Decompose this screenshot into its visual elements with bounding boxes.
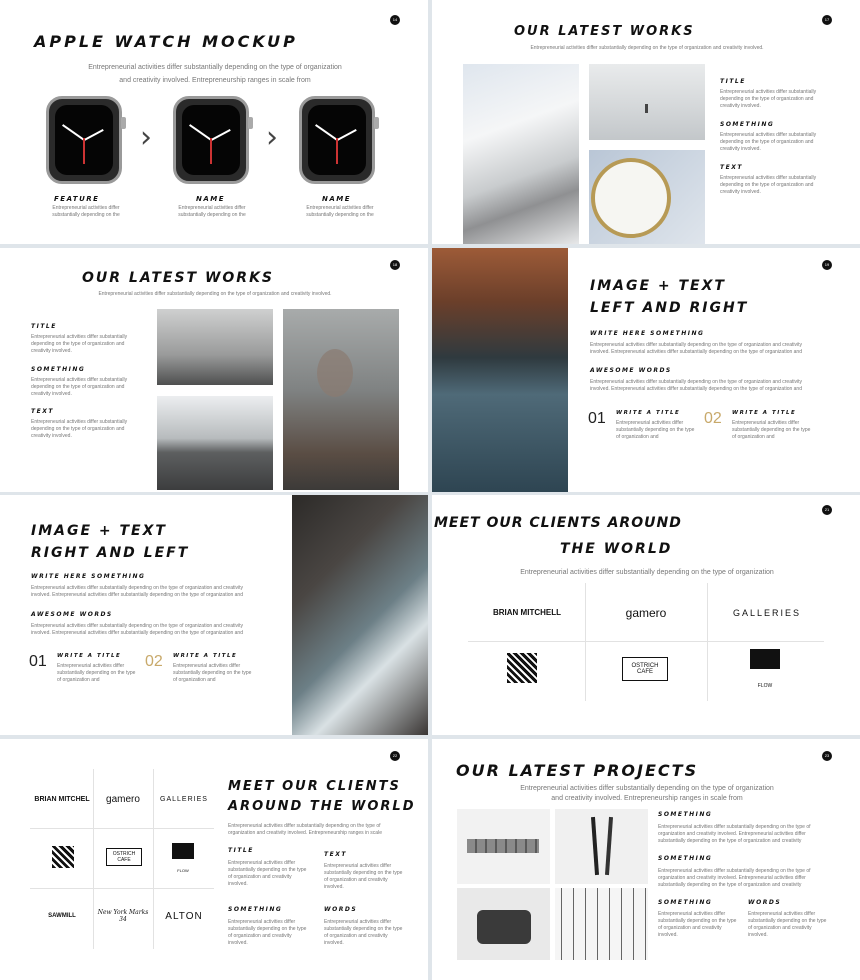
slide-number: 17 xyxy=(822,15,832,25)
section-label: AWESOME WORDS xyxy=(590,367,672,374)
item-label: TEXT xyxy=(720,164,743,171)
item-text: Entrepreneurial activities differ substantially depending on the type of organization and creativity involved. xyxy=(31,419,128,439)
photo-tools-flatlay xyxy=(555,888,648,960)
client-logo-pattern xyxy=(52,846,74,868)
numbered-label: WRITE A TITLE xyxy=(57,653,122,659)
photo-woman-window xyxy=(283,309,399,490)
slide-subtitle: Entrepreneurial activities differ substantially depending on the type of organization xyxy=(88,64,342,71)
slide-apple-watch xyxy=(0,0,428,244)
item-label: SOMETHING xyxy=(720,121,775,128)
slide-subtitle: Entrepreneurial activities differ substantially depending on the type of organization and creativity involved. xyxy=(530,45,764,51)
slide-number: 14 xyxy=(390,15,400,25)
section-text: Entrepreneurial activities differ substantially depending on the type of organization and creativity involved. Entrepreneurial activities differ substantially depending on the type of organization and xyxy=(31,623,243,636)
numbered-text: Entrepreneurial activities differ substantially depending on the type of organization and xyxy=(616,420,695,440)
item-text: Entrepreneurial activities differ substantially depending on the type of organization and creativity involved. xyxy=(720,89,817,109)
item-text: Entrepreneurial activities differ substantially depending on the type of organization and creativity involved. xyxy=(228,860,307,887)
client-logo-gamero: gamero xyxy=(625,605,667,620)
watch-text: Entrepreneurial activities differ substantially depending on the xyxy=(52,205,120,218)
item-label: SOMETHING xyxy=(658,899,713,906)
item-text: Entrepreneurial activities differ substantially depending on the type of organization and creativity involved. xyxy=(228,919,307,946)
chevron-right-icon: › xyxy=(140,120,152,155)
item-text: Entrepreneurial activities differ substantially depending on the type of organization and creativity involved. Entrepreneurial activities differ substantially depending on the type of organization and creativity xyxy=(658,824,811,844)
slide-number: 22 xyxy=(390,751,400,761)
photo-coast xyxy=(432,248,568,492)
watch-label: NAME xyxy=(196,195,226,203)
slide-subtitle: Entrepreneurial activities differ substantially depending on the type of organization and creativity involved. xyxy=(98,291,332,297)
item-label: SOMETHING xyxy=(658,855,713,862)
item-label: WORDS xyxy=(748,899,782,906)
section-text: Entrepreneurial activities differ substantially depending on the type of organization and creativity involved. Entrepreneurial activities differ substantially depending on the type of organization and xyxy=(590,379,802,392)
slide-clients-2 xyxy=(0,739,428,980)
item-text: Entrepreneurial activities differ substantially depending on the type of organization and creativity involved. xyxy=(658,911,737,938)
number-02: 02 xyxy=(704,410,722,427)
photo-road xyxy=(157,396,273,490)
item-text: Entrepreneurial activities differ substantially depending on the type of organization and creativity involved. Entrepreneurial activities differ substantially depending on the type of organization and creativity xyxy=(658,868,811,888)
item-text: Entrepreneurial activities differ substantially depending on the type of organization and creativity involved. xyxy=(748,911,827,938)
item-text: Entrepreneurial activities differ substantially depending on the type of organization and creativity involved. xyxy=(720,132,817,152)
item-label: SOMETHING xyxy=(228,906,283,913)
client-logo-brian-mitchell: BRIAN MITCHELL xyxy=(493,608,561,617)
numbered-label: WRITE A TITLE xyxy=(616,410,681,416)
slide-title: OUR LATEST WORKS xyxy=(82,270,275,286)
slide-number: 23 xyxy=(822,751,832,761)
client-logo-ostrich-cafe: OSTRICH CAFE xyxy=(622,657,668,681)
section-label: AWESOME WORDS xyxy=(31,611,113,618)
item-label: TITLE xyxy=(228,847,254,854)
section-label: WRITE HERE SOMETHING xyxy=(590,330,705,337)
numbered-label: WRITE A TITLE xyxy=(173,653,238,659)
numbered-text: Entrepreneurial activities differ substantially depending on the type of organization and xyxy=(173,663,252,683)
slide-subtitle-2: and creativity involved. Entrepreneurship ranges in scale from xyxy=(551,795,743,802)
item-label: TEXT xyxy=(31,408,54,415)
section-text: Entrepreneurial activities differ substantially depending on the type of organization and creativity involved. Entrepreneurial activities differ substantially depending on the type of organization and xyxy=(590,342,802,355)
client-logo-ostrich-cafe: OSTRICH CAFE xyxy=(106,848,142,866)
number-01: 01 xyxy=(588,410,606,427)
item-label: TEXT xyxy=(324,851,347,858)
photo-clock xyxy=(589,150,705,244)
client-logo-pattern xyxy=(507,653,537,683)
watch-text: Entrepreneurial activities differ substantially depending on the xyxy=(178,205,246,218)
item-text: Entrepreneurial activities differ substantially depending on the type of organization and creativity involved. xyxy=(31,334,128,354)
slide-title-2: AROUND THE WORLD xyxy=(228,799,416,814)
slide-number: 21 xyxy=(822,505,832,515)
item-text: Entrepreneurial activities differ substantially depending on the type of organization and creativity involved. xyxy=(324,863,403,890)
watch-mockup-2 xyxy=(173,96,249,184)
client-logo-alton: ALTON xyxy=(165,910,203,922)
slide-subtitle: Entrepreneurial activities differ substantially depending on the type of organization xyxy=(520,785,774,792)
item-label: SOMETHING xyxy=(658,811,713,818)
slide-latest-projects xyxy=(432,739,860,980)
chevron-right-icon: › xyxy=(266,120,278,155)
slide-latest-works-2 xyxy=(0,248,428,492)
photo-letter-blocks xyxy=(457,809,550,884)
slide-title: IMAGE + TEXT xyxy=(31,523,167,539)
section-text: Entrepreneurial activities differ substantially depending on the type of organization and creativity involved. Entrepreneurial activities differ substantially depending on the type of organization and xyxy=(31,585,243,598)
slide-title: OUR LATEST WORKS xyxy=(514,24,695,39)
client-logo-galleries: GALLERIES xyxy=(732,607,802,618)
slide-number: 19 xyxy=(822,260,832,270)
section-label: WRITE HERE SOMETHING xyxy=(31,573,146,580)
watch-text: Entrepreneurial activities differ substantially depending on the xyxy=(306,205,374,218)
watch-label: FEATURE xyxy=(54,195,100,203)
numbered-label: WRITE A TITLE xyxy=(732,410,797,416)
number-02: 02 xyxy=(145,653,163,670)
slide-title: OUR LATEST PROJECTS xyxy=(456,761,699,780)
photo-foggy-beach xyxy=(157,309,273,385)
client-logo-gamero: gamero xyxy=(106,793,140,805)
slide-number: 18 xyxy=(390,260,400,270)
photo-sea-person xyxy=(589,64,705,140)
item-text: Entrepreneurial activities differ substantially depending on the type of organization and creativity involved. xyxy=(31,377,128,397)
item-label: WORDS xyxy=(324,906,358,913)
client-logo-flow: FLOW xyxy=(750,649,780,689)
photo-waterfall xyxy=(292,495,428,735)
client-logo-brian-mitchel: BRIAN MITCHEL xyxy=(34,795,90,803)
slide-title: IMAGE + TEXT xyxy=(590,278,726,294)
slide-subtitle: Entrepreneurial activities differ substantially depending on the type of organization and creativity involved. Entrepreneurship ranges in scale xyxy=(228,823,382,836)
photo-typewriter xyxy=(457,888,550,960)
slide-clients-1 xyxy=(432,495,860,735)
slide-subtitle-2: and creativity involved. Entrepreneurship ranges in scale from xyxy=(119,77,311,84)
slide-title-2: LEFT AND RIGHT xyxy=(590,300,749,316)
slide-subtitle: Entrepreneurial activities differ substantially depending on the type of organization xyxy=(520,569,774,576)
photo-architecture xyxy=(463,64,579,244)
item-text: Entrepreneurial activities differ substantially depending on the type of organization and creativity involved. xyxy=(324,919,403,946)
item-label: TITLE xyxy=(31,323,57,330)
item-text: Entrepreneurial activities differ substantially depending on the type of organization and creativity involved. xyxy=(720,175,817,195)
slide-latest-works-1 xyxy=(432,0,860,244)
watch-mockup-3 xyxy=(299,96,375,184)
item-label: TITLE xyxy=(720,78,746,85)
client-logo-galleries: GALLERIES xyxy=(160,795,208,803)
client-logo-new-york-marks: New York Marks 34 xyxy=(97,909,149,923)
number-01: 01 xyxy=(29,653,47,670)
slide-title: MEET OUR CLIENTS AROUND xyxy=(434,515,682,531)
item-label: SOMETHING xyxy=(31,366,86,373)
slide-title: MEET OUR CLIENTS xyxy=(228,779,401,794)
watch-label: NAME xyxy=(322,195,352,203)
slide-title: APPLE WATCH MOCKUP xyxy=(34,32,298,51)
watch-mockup-1 xyxy=(46,96,122,184)
slide-title-2: THE WORLD xyxy=(560,541,673,557)
numbered-text: Entrepreneurial activities differ substantially depending on the type of organization and xyxy=(732,420,811,440)
client-logo-flow: FLOW xyxy=(172,843,194,873)
client-logo-sawmill: SAWMILL xyxy=(48,913,76,919)
slide-image-text-right-left xyxy=(0,495,428,735)
slide-image-text-left-right xyxy=(432,248,860,492)
photo-pens xyxy=(555,809,648,884)
numbered-text: Entrepreneurial activities differ substantially depending on the type of organization and xyxy=(57,663,136,683)
slide-title-2: RIGHT AND LEFT xyxy=(31,545,190,561)
